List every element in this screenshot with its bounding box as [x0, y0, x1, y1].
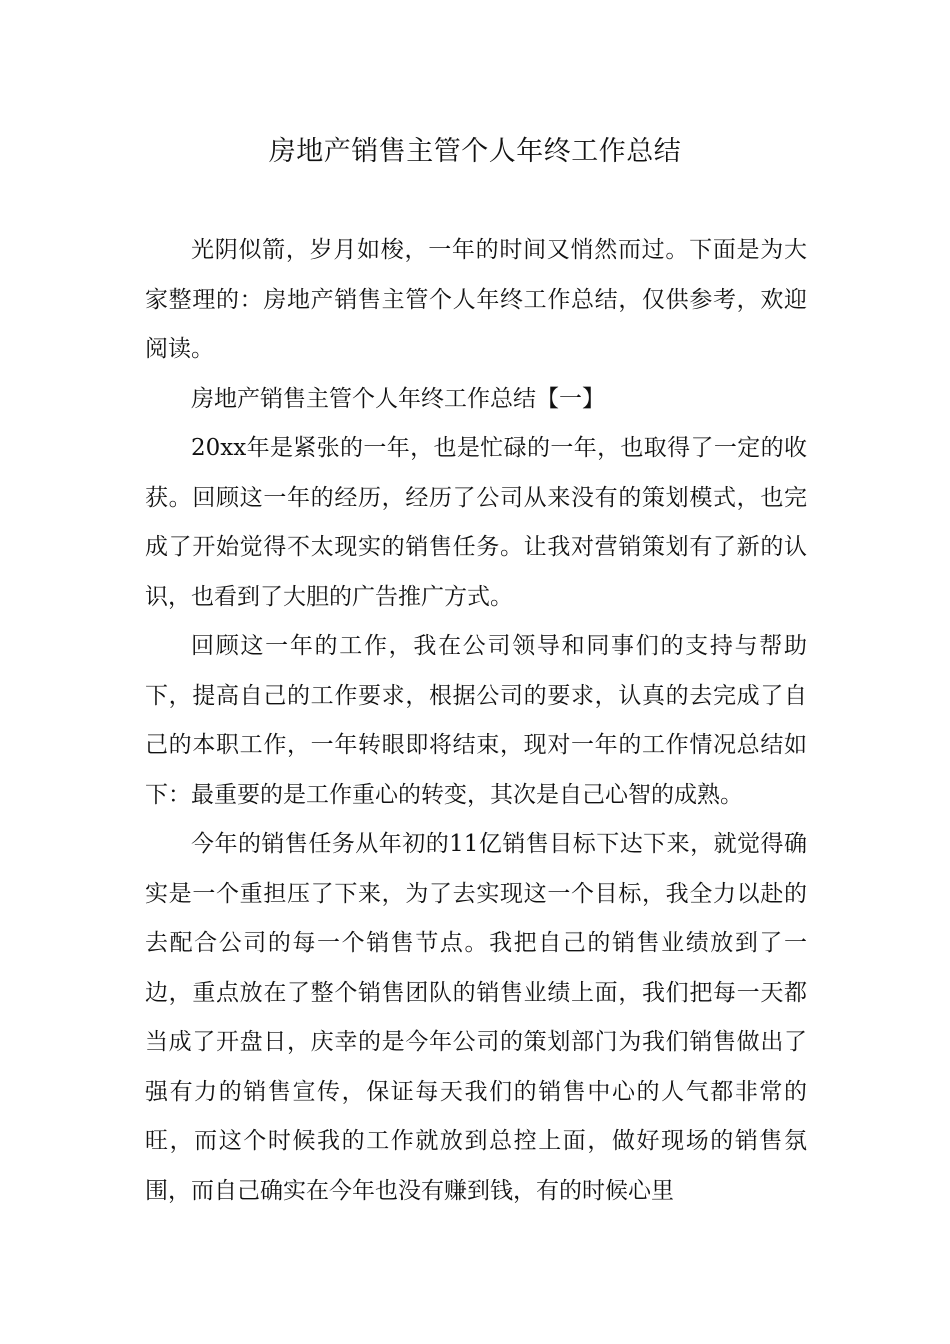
body-paragraph: 回顾这一年的工作，我在公司领导和同事们的支持与帮助下，提高自己的工作要求，根据公司的要求，认真的去完成了自己的本职工作，一年转眼即将结束，现对一年的工作情况总结如下：最重要的是工作重心的转变，其次是自己心智的成熟。 [145, 633, 807, 808]
body-paragraph: 20xx年是紧张的一年，也是忙碌的一年，也取得了一定的收获。回顾这一年的经历，经历了公司从来没有的策划模式，也完成了开始觉得不太现实的销售任务。让我对营销策划有了新的认识，也看到了大胆的广告推广方式。 [145, 435, 807, 610]
document-body [145, 226, 807, 1216]
body-paragraph: 今年的销售任务从年初的11亿销售目标下达下来，就觉得确实是一个重担压了下来，为了去实现这一个目标，我全力以赴的去配合公司的每一个销售节点。我把自己的销售业绩放到了一边，重点放在了整个销售团队的销售业绩上面，我们把每一天都当成了开盘日，庆幸的是今年公司的策划部门为我们销售做出了强有力的销售宣传，保证每天我们的销售中心的人气都非常的旺，而这个时候我的工作就放到总控上面，做好现场的销售氛围，而自己确实在今年也没有赚到钱，有的时候心里 [145, 831, 807, 1204]
section-heading: 房地产销售主管个人年终工作总结【一】 [191, 385, 605, 412]
intro-paragraph: 光阴似箭，岁月如梭，一年的时间又悄然而过。下面是为大家整理的：房地产销售主管个人年终工作总结，仅供参考，欢迎阅读。 [145, 237, 807, 362]
document-title: 房地产销售主管个人年终工作总结 [268, 136, 682, 167]
